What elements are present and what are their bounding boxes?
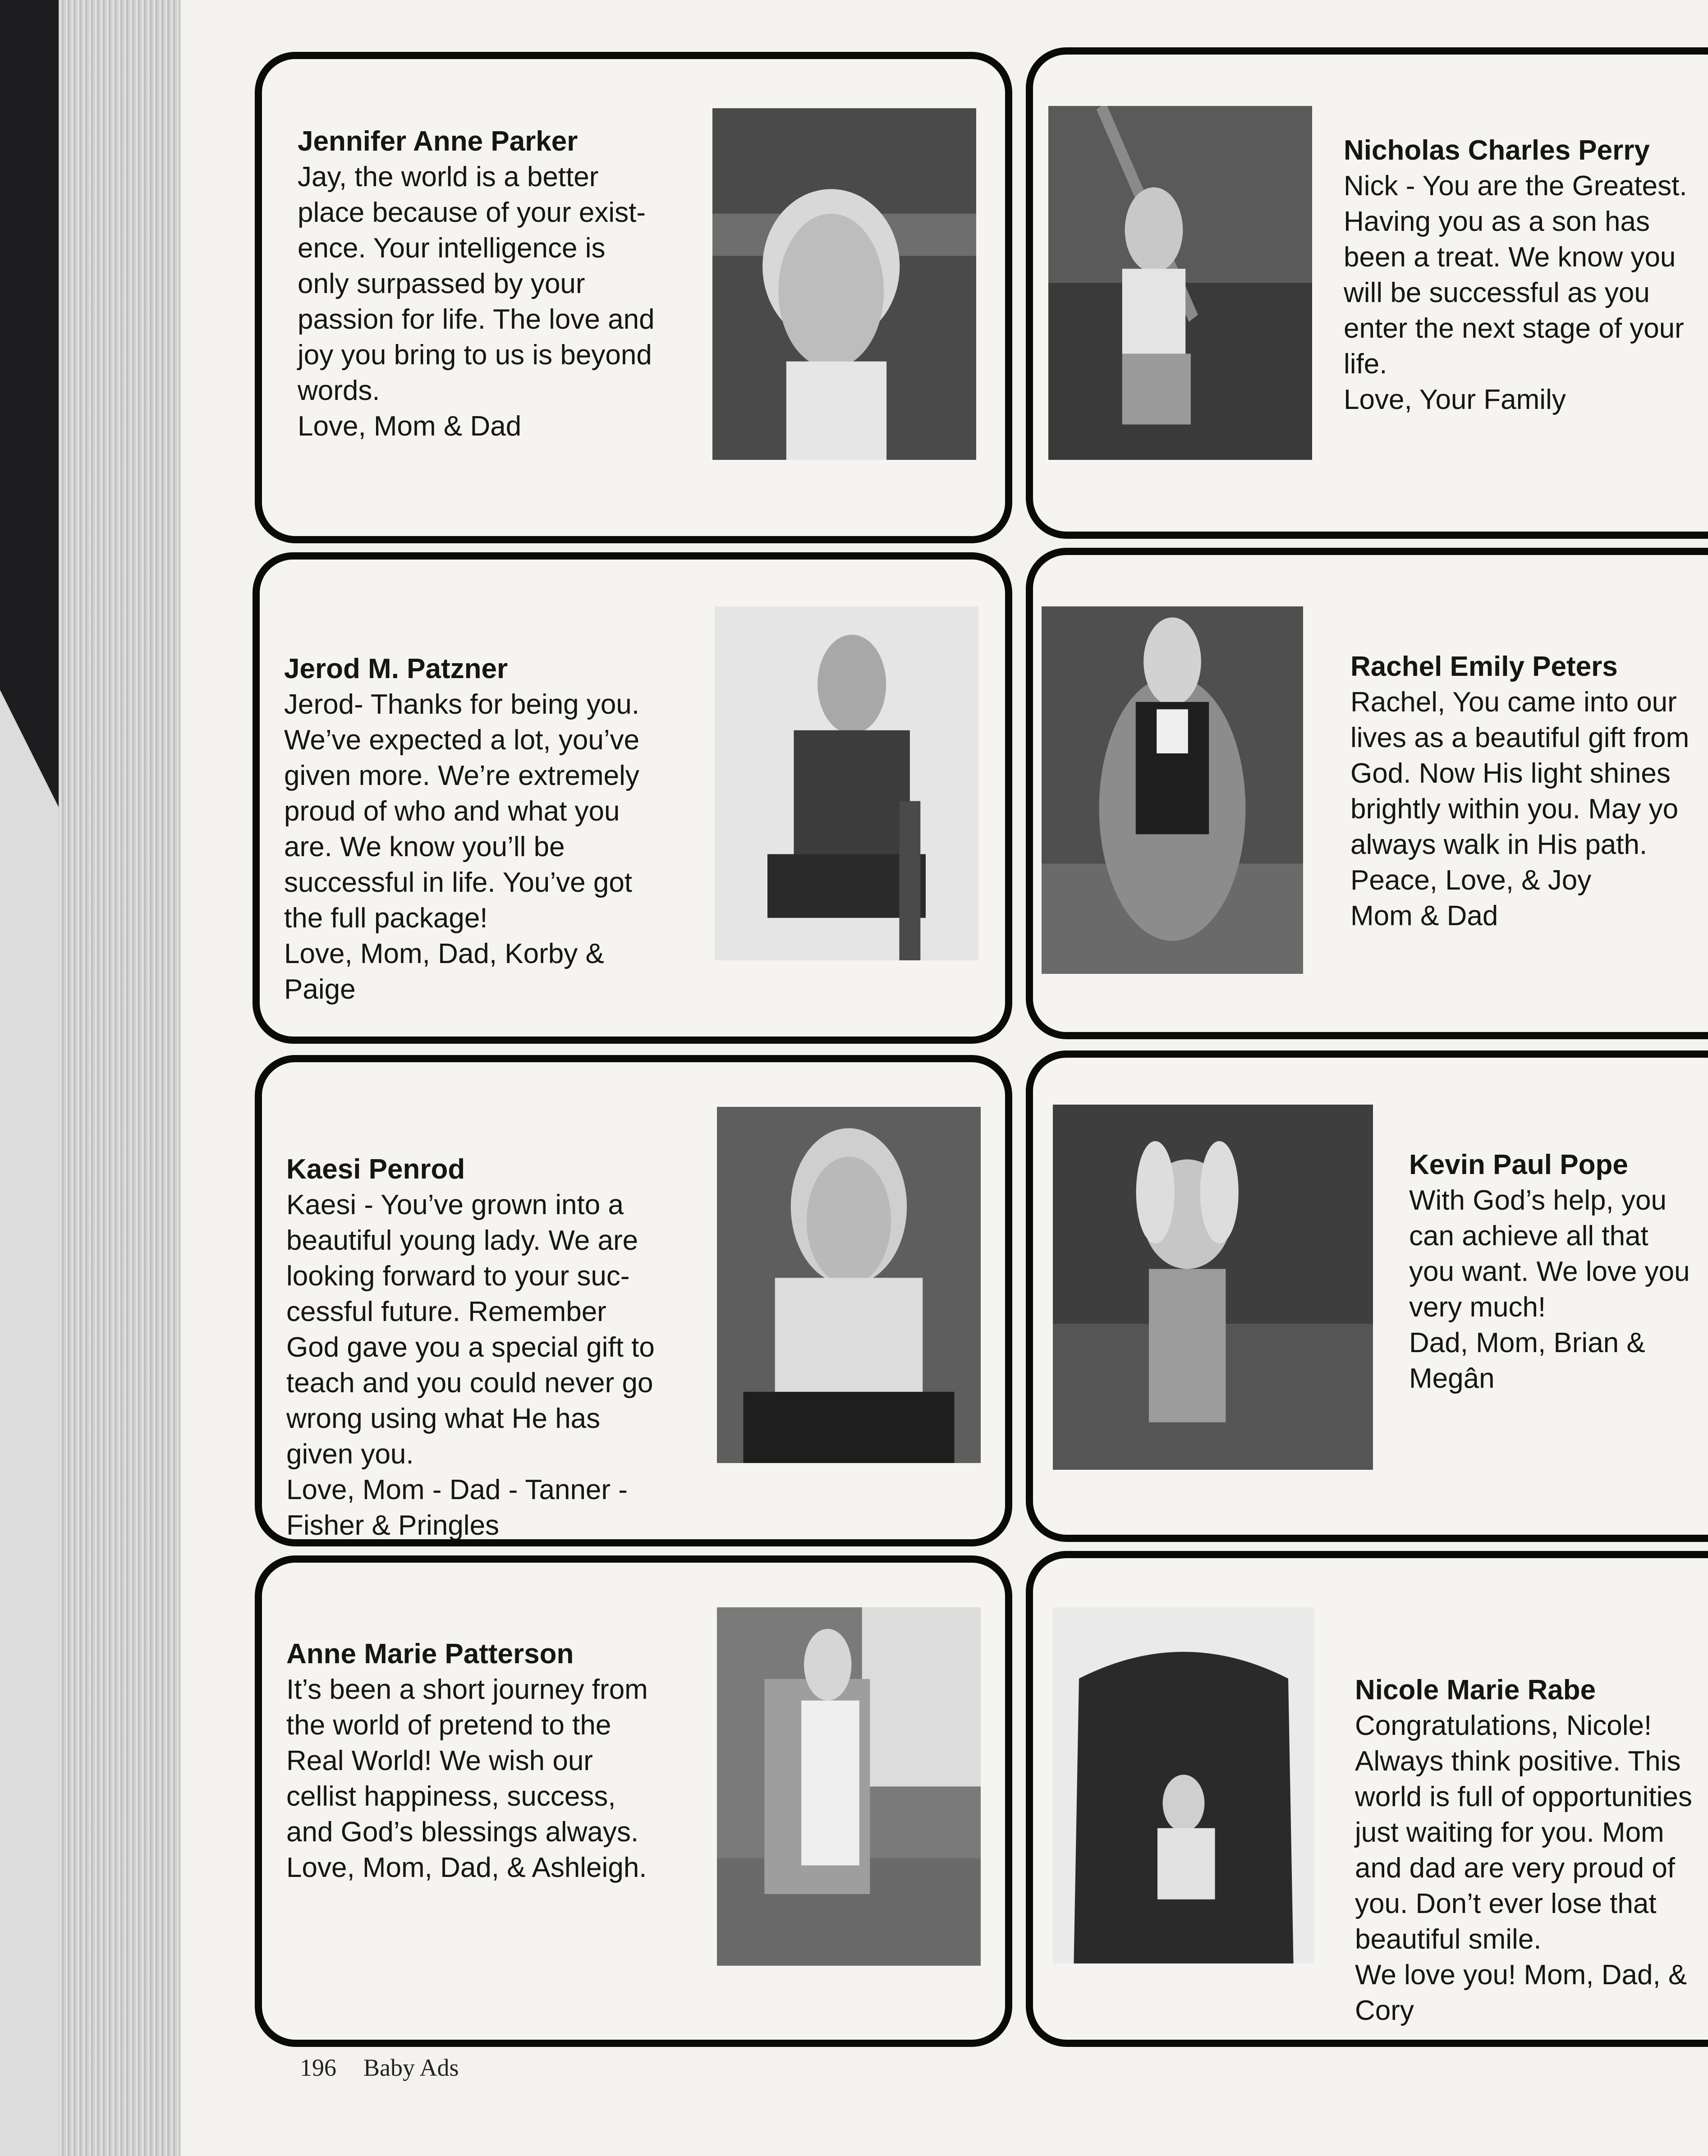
ad-message: Nick - You are the Greatest. Having you as a son has been a treat. We know you will be successful as you enter the next stage of your life. Love, Your Family	[1344, 170, 1687, 415]
ad-message: Jerod- Thanks for being you. We’ve expected a lot, you’ve given more. We’re extremely proud of who and what you are. We know you’ll be successful in life. You’ve got the full package! Love, Mom, Dad, Korby & Paige	[284, 689, 640, 1005]
ad-name: Kaesi Penrod	[286, 1154, 465, 1185]
ad-message: Kaesi - You’ve grown into a beautiful young lady. We are looking forward to your suc- cessful future. Remember God gave you a special gift to teach and you could never go wrong using what He has given you. Love, Mom - Dad - Tanner - Fisher & Pringles	[286, 1189, 655, 1541]
ad-text-patterson	[286, 1601, 701, 1885]
ad-message: It’s been a short journey from the world of pretend to the Real World! We wish our cellist happiness, success, and God’s blessings always. Love, Mom, Dad, & Ashleigh.	[286, 1674, 648, 1883]
photo-patterson	[717, 1607, 981, 1966]
ad-name: Nicholas Charles Perry	[1344, 135, 1650, 166]
page-footer	[300, 2054, 486, 2082]
ad-text-rabe	[1355, 1637, 1708, 2028]
photo-parker	[712, 108, 976, 460]
section-title: Baby Ads	[363, 2054, 459, 2081]
photo-peters	[1042, 606, 1303, 974]
photo-patzner	[715, 606, 978, 960]
page-edges	[59, 0, 180, 2156]
ad-text-parker	[298, 88, 703, 444]
ad-name: Anne Marie Patterson	[286, 1638, 574, 1670]
photo-pope	[1053, 1105, 1373, 1470]
ad-text-patzner	[284, 615, 699, 1007]
ad-message: Congratulations, Nicole! Always think positive. This world is full of opportunities just waiting for you. Mom and dad are very proud of you. Don’t ever lose that beautiful smile. We love you! Mom, Dad, & Cory	[1355, 1710, 1692, 2026]
ad-message: With God’s help, you can achieve all that you want. We love you very much! Dad, Mom, Brian & Megân	[1409, 1185, 1690, 1394]
photo-rabe	[1053, 1607, 1314, 1963]
ad-name: Jerod M. Patzner	[284, 653, 508, 684]
ad-text-perry	[1344, 97, 1708, 417]
ad-name: Kevin Paul Pope	[1409, 1149, 1628, 1180]
ad-text-pope	[1409, 1111, 1708, 1396]
ad-name: Jennifer Anne Parker	[298, 126, 578, 157]
ad-message: Rachel, You came into our lives as a beautiful gift from God. Now His light shines brightly within you. May yo always walk in His path. Peace, Love, & Joy Mom & Dad	[1350, 687, 1690, 931]
photo-perry	[1048, 106, 1312, 460]
ad-name: Nicole Marie Rabe	[1355, 1674, 1596, 1706]
ad-message: Jay, the world is a better place because of your exist- ence. Your intelligence is only surpassed by your passion for life. The love and joy you bring to us is beyond words. Love, Mom & Dad	[298, 161, 655, 442]
yearbook-page	[180, 0, 1708, 2156]
ad-name: Rachel Emily Peters	[1350, 651, 1618, 682]
page-number: 196	[300, 2054, 336, 2081]
photo-penrod	[717, 1107, 981, 1463]
ad-text-peters	[1350, 613, 1707, 934]
ad-text-penrod	[286, 1116, 701, 1543]
cover-corner	[0, 690, 59, 2156]
